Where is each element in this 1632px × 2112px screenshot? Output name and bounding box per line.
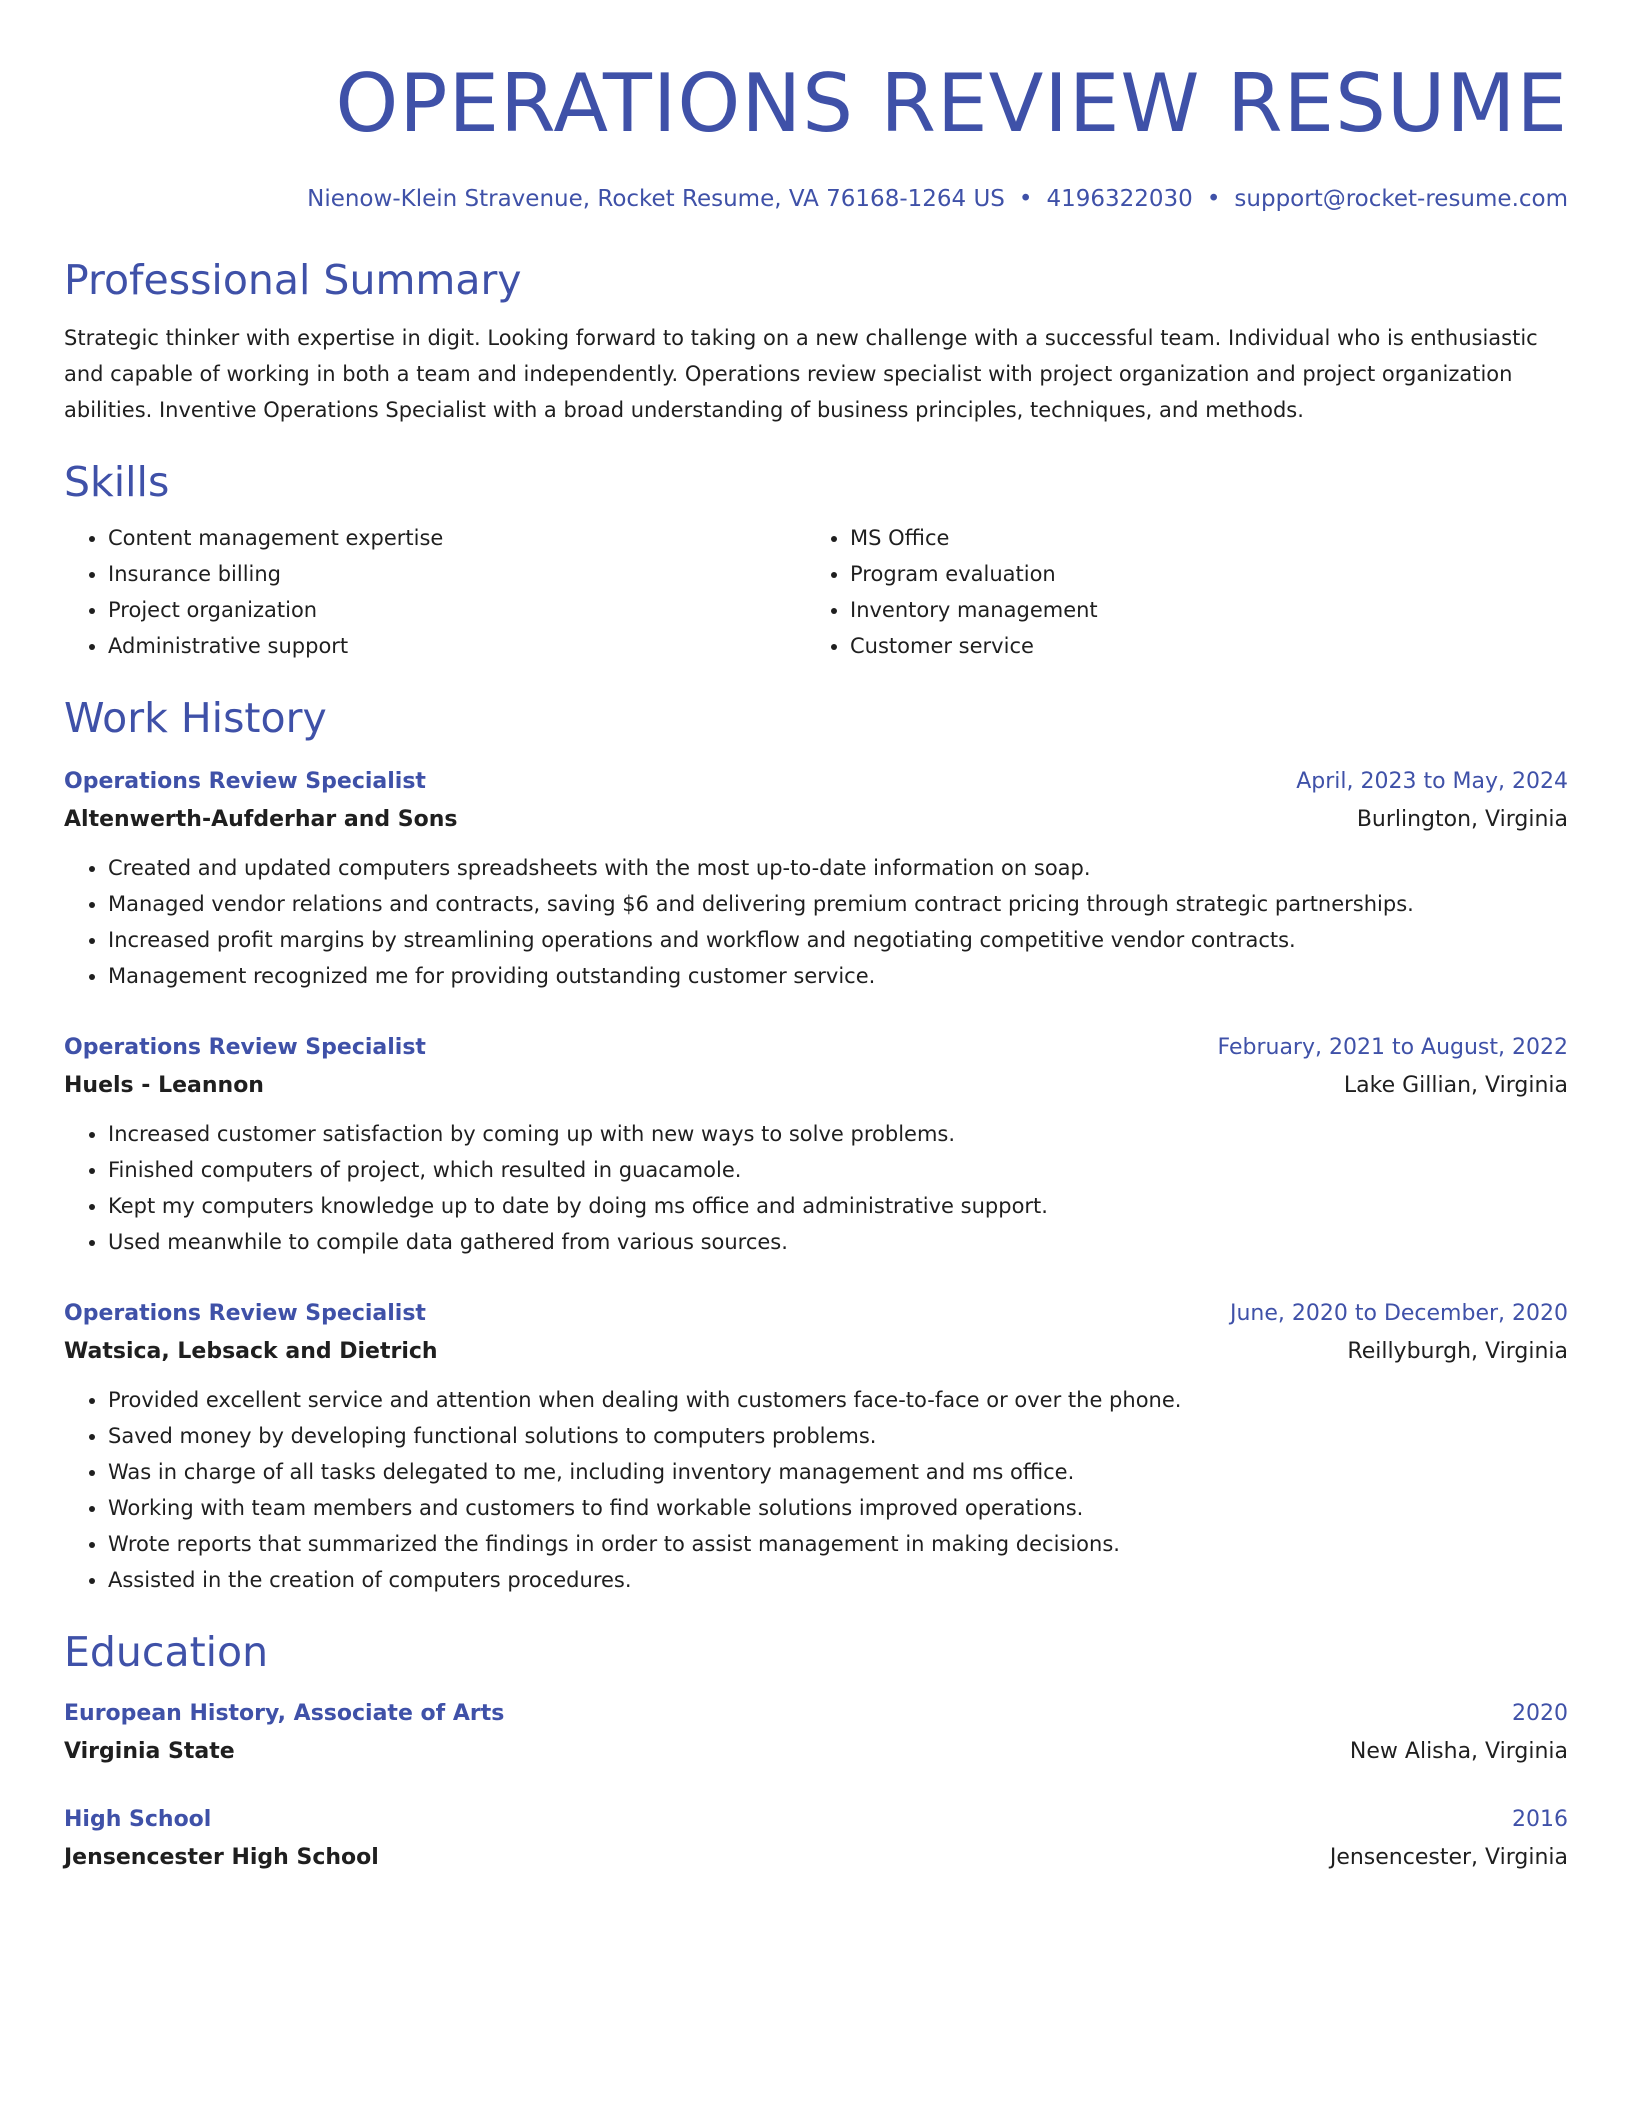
- section-title-skills: Skills: [64, 458, 170, 506]
- skill-item: • Content management expertise: [108, 520, 806, 556]
- section-title-summary: Professional Summary: [64, 256, 522, 304]
- job-company-row: [64, 1066, 1568, 1106]
- summary-section: [64, 254, 1568, 428]
- skills-grid: [64, 520, 1568, 664]
- job-bullet: • Management recognized me for providing outstanding customer service.: [108, 958, 1568, 994]
- job-bullet: • Saved money by developing functional solutions to computers problems.: [108, 1418, 1568, 1454]
- job-bullet: • Used meanwhile to compile data gathered from various sources.: [108, 1224, 1568, 1260]
- education-degree: High School: [64, 1807, 212, 1832]
- job-bullet: • Assisted in the creation of computers procedures.: [108, 1562, 1568, 1598]
- work-history-section: [64, 692, 1568, 1598]
- contact-separator: •: [1018, 186, 1033, 212]
- job-company: Altenwerth-Aufderhar and Sons: [64, 807, 458, 832]
- job-company: Huels - Leannon: [64, 1073, 264, 1098]
- job-header-row: [64, 764, 1568, 800]
- job-bullet: • Was in charge of all tasks delegated to me, including inventory management and ms office.: [108, 1454, 1568, 1490]
- job-bullets: [64, 1382, 1568, 1598]
- education-section: [64, 1626, 1568, 1878]
- skill-item: • Insurance billing: [108, 556, 806, 592]
- job-bullet: • Managed vendor relations and contracts, saving $6 and delivering premium contract pricing through strategic partnerships.: [108, 886, 1568, 922]
- section-title-work: Work History: [64, 694, 327, 742]
- job-company-row: [64, 800, 1568, 840]
- summary-text: Strategic thinker with expertise in digit. Looking forward to taking on a new challenge with a successful team. Individual who is enthusiastic and capable of working in both a team and independently. Operations review specialist with project organization and project organization abilities. Inventive Operations Specialist with a broad understanding of business principles, techniques, and methods.: [64, 326, 1538, 422]
- job-title: Operations Review Specialist: [64, 769, 426, 794]
- skill-item: • Inventory management: [850, 592, 1548, 628]
- job-location: Lake Gillian, Virginia: [1343, 1073, 1568, 1098]
- skill-item: • MS Office: [850, 520, 1548, 556]
- job-header-row: [64, 1296, 1568, 1332]
- job-dates: April, 2023 to May, 2024: [1296, 769, 1568, 794]
- education-entry: [64, 1802, 1568, 1878]
- education-degree: European History, Associate of Arts: [64, 1701, 505, 1726]
- job-entry: [64, 1030, 1568, 1260]
- job-bullet: • Increased profit margins by streamlining operations and workflow and negotiating competitive vendor contracts.: [108, 922, 1568, 958]
- job-dates: June, 2020 to December, 2020: [1229, 1301, 1568, 1326]
- job-bullet: • Increased customer satisfaction by coming up with new ways to solve problems.: [108, 1116, 1568, 1152]
- skill-item: • Administrative support: [108, 628, 806, 664]
- education-school: Virginia State: [64, 1739, 235, 1764]
- contact-phone: 4196322030: [1046, 186, 1193, 212]
- section-title-education: Education: [64, 1628, 269, 1676]
- education-location: New Alisha, Virginia: [1349, 1739, 1568, 1764]
- job-title: Operations Review Specialist: [64, 1035, 426, 1060]
- resume-header: [64, 56, 1568, 214]
- skill-item: • Project organization: [108, 592, 806, 628]
- job-bullets: [64, 1116, 1568, 1260]
- job-entry: [64, 1296, 1568, 1598]
- job-company-row: [64, 1332, 1568, 1372]
- job-entry: [64, 764, 1568, 994]
- education-location: Jensencester, Virginia: [1329, 1845, 1568, 1870]
- job-bullet: • Working with team members and customers to find workable solutions improved operations.: [108, 1490, 1568, 1526]
- job-company: Watsica, Lebsack and Dietrich: [64, 1339, 438, 1364]
- contact-separator: •: [1206, 186, 1221, 212]
- job-title: Operations Review Specialist: [64, 1301, 426, 1326]
- education-header-row: [64, 1696, 1568, 1732]
- skill-item: • Customer service: [850, 628, 1548, 664]
- job-bullet: • Kept my computers knowledge up to date by doing ms office and administrative support.: [108, 1188, 1568, 1224]
- job-location: Burlington, Virginia: [1356, 807, 1568, 832]
- resume-name: OPERATIONS REVIEW RESUME: [335, 57, 1568, 150]
- job-dates: February, 2021 to August, 2022: [1217, 1035, 1568, 1060]
- education-school-row: [64, 1838, 1568, 1878]
- job-bullets: [64, 850, 1568, 994]
- skills-column-left: [64, 520, 806, 664]
- skills-column-right: [806, 520, 1548, 664]
- education-entry: [64, 1696, 1568, 1772]
- skills-section: [64, 456, 1568, 664]
- contact-line: [64, 184, 1568, 214]
- contact-address: Nienow-Klein Stravenue, Rocket Resume, VA 76168-1264 US: [307, 186, 1005, 212]
- education-school-row: [64, 1732, 1568, 1772]
- job-bullet: • Created and updated computers spreadsheets with the most up-to-date information on soap.: [108, 850, 1568, 886]
- job-bullet: • Provided excellent service and attention when dealing with customers face-to-face or over the phone.: [108, 1382, 1568, 1418]
- job-header-row: [64, 1030, 1568, 1066]
- skill-item: • Program evaluation: [850, 556, 1548, 592]
- contact-email: support@rocket-resume.com: [1234, 186, 1568, 212]
- education-year: 2020: [1512, 1701, 1568, 1726]
- job-bullet: • Wrote reports that summarized the findings in order to assist management in making decisions.: [108, 1526, 1568, 1562]
- job-location: Reillyburgh, Virginia: [1347, 1339, 1568, 1364]
- education-year: 2016: [1512, 1807, 1568, 1832]
- education-header-row: [64, 1802, 1568, 1838]
- job-bullet: • Finished computers of project, which resulted in guacamole.: [108, 1152, 1568, 1188]
- education-school: Jensencester High School: [64, 1845, 379, 1870]
